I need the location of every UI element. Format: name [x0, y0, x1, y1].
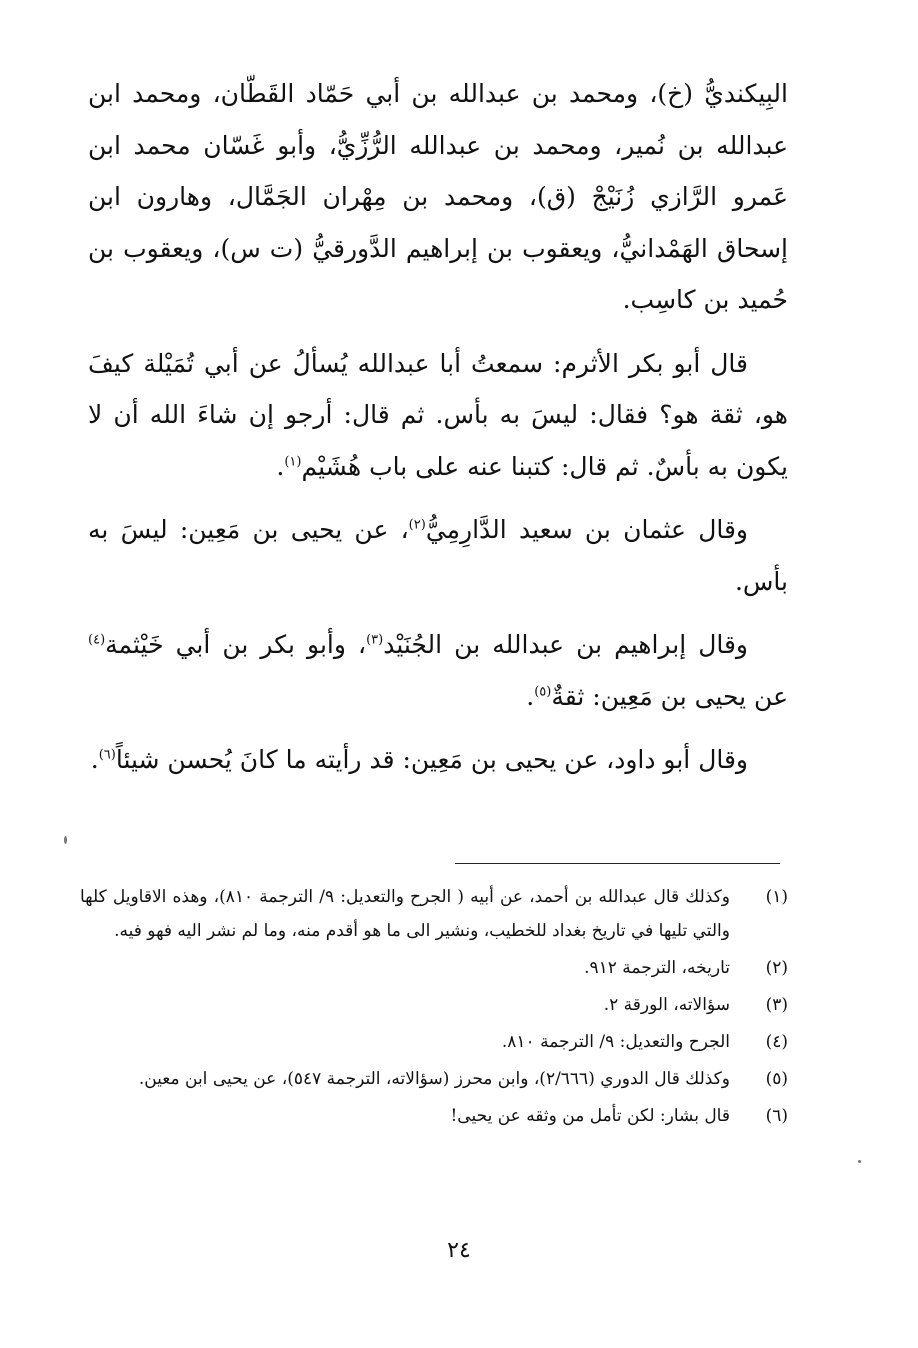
footnote-item: [80, 951, 788, 985]
paragraph-text: ، عن يحيى بن مَعِين: ليسَ به بأس.: [88, 515, 788, 596]
footnote-marker: (٢): [408, 517, 426, 533]
paragraph-text: عن يحيى بن مَعِين: ثقةٌ: [551, 681, 788, 711]
footnote-separator: [455, 863, 780, 864]
paragraph-athram: [88, 338, 788, 493]
paragraph-text: ، وأبو بكر بن أبي خَيْثمة: [105, 630, 367, 659]
footnote-number: (٦): [765, 1106, 788, 1126]
footnote-number: (١): [765, 887, 788, 907]
paragraph-junayd: [88, 619, 788, 722]
footnote-text: وكذلك قال الدوري (٢/٦٦٦)، وابن محرز (سؤالاته، الترجمة ٥٤٧)، عن يحيى ابن معين.: [138, 1069, 730, 1089]
paragraph-text: وقال أبو داود، عن يحيى بن مَعِين: قد رأيته ما كانَ يُحسن شيئاً: [115, 745, 748, 774]
paragraph-darimi: [88, 504, 788, 607]
paragraph-text: وقال إبراهيم بن عبدالله بن الجُنَيْد: [383, 630, 748, 659]
paragraph-text: .: [276, 451, 285, 481]
footnote-item: [80, 1025, 788, 1059]
footnote-text: قال بشار: لكن تأمل من وثقه عن يحيى!: [450, 1106, 730, 1126]
footnote-marker: (٦): [98, 747, 116, 763]
footnote-item: [80, 1062, 788, 1096]
footnote-marker: (٥): [534, 684, 552, 700]
footnote-number: (٣): [765, 995, 788, 1015]
footnote-text: تاريخه، الترجمة ٩١٢.: [584, 958, 730, 978]
footnote-text: الجرح والتعديل: ٩/ الترجمة ٨١٠.: [501, 1032, 730, 1052]
paragraph-narrators-list: [88, 68, 788, 326]
main-text: [88, 68, 788, 798]
footnote-item: [80, 988, 788, 1022]
footnote-item: [80, 1099, 788, 1133]
footnote-number: (٥): [765, 1069, 788, 1089]
footnote-text: سؤالاته، الورقة ٢.: [603, 995, 730, 1015]
footnote-number: (٤): [765, 1032, 788, 1052]
footnote-item: [80, 880, 788, 948]
footnote-marker: (١): [284, 454, 302, 470]
scan-speck: [858, 1160, 861, 1163]
footnote-marker: (٤): [88, 632, 106, 648]
paragraph-text: وقال عثمان بن سعيد الدَّارِمِيُّ: [425, 515, 748, 544]
paragraph-text: قال أبو بكر الأثرم: سمعتُ أبا عبدالله يُسألُ عن أبي تُمَيْلة كيفَ هو، ثقة هو؟ فقال: ليسَ به بأس. ثم قال: أرجو إن شاءَ الله أن لا يكون به بأسٌ. ثم قال: كتبنا عنه على باب هُشَيْم: [88, 348, 788, 481]
paragraph-text: البِيكنديُّ (خ)، ومحمد بن عبدالله بن أبي حَمّاد القَطّان، ومحمد ابن عبدالله بن نُمير، ومحمد بن عبدالله الرُّزِّيُّ، وأبو غَسّان محمد ابن عَمرو الرَّازي زُنَيْجْ (ق)، ومحمد بن مِهْران الجَمَّال، وهارون ابن إسحاق الهَمْدانيُّ، ويعقوب بن إبراهيم الدَّورقيُّ (ت س)، ويعقوب بن حُميد بن كاسِب.: [88, 79, 788, 314]
paragraph-text: .: [526, 681, 535, 711]
footnote-number: (٢): [765, 958, 788, 978]
scan-speck: [64, 836, 67, 844]
footnotes: [80, 880, 788, 1136]
page-number: ٢٤: [447, 1238, 471, 1263]
footnote-marker: (٣): [366, 632, 384, 648]
footnote-text: وكذلك قال عبدالله بن أحمد، عن أبيه ( الجرح والتعديل: ٩/ الترجمة ٨١٠)، وهذه الاقاويل كلها والتي تليها في تاريخ بغداد للخطيب، ونشير الى ما هو أقدم منه، وما لم نشر اليه فهو فيه.: [80, 887, 730, 941]
paragraph-text: .: [90, 745, 99, 774]
paragraph-abudawud: [88, 734, 788, 786]
